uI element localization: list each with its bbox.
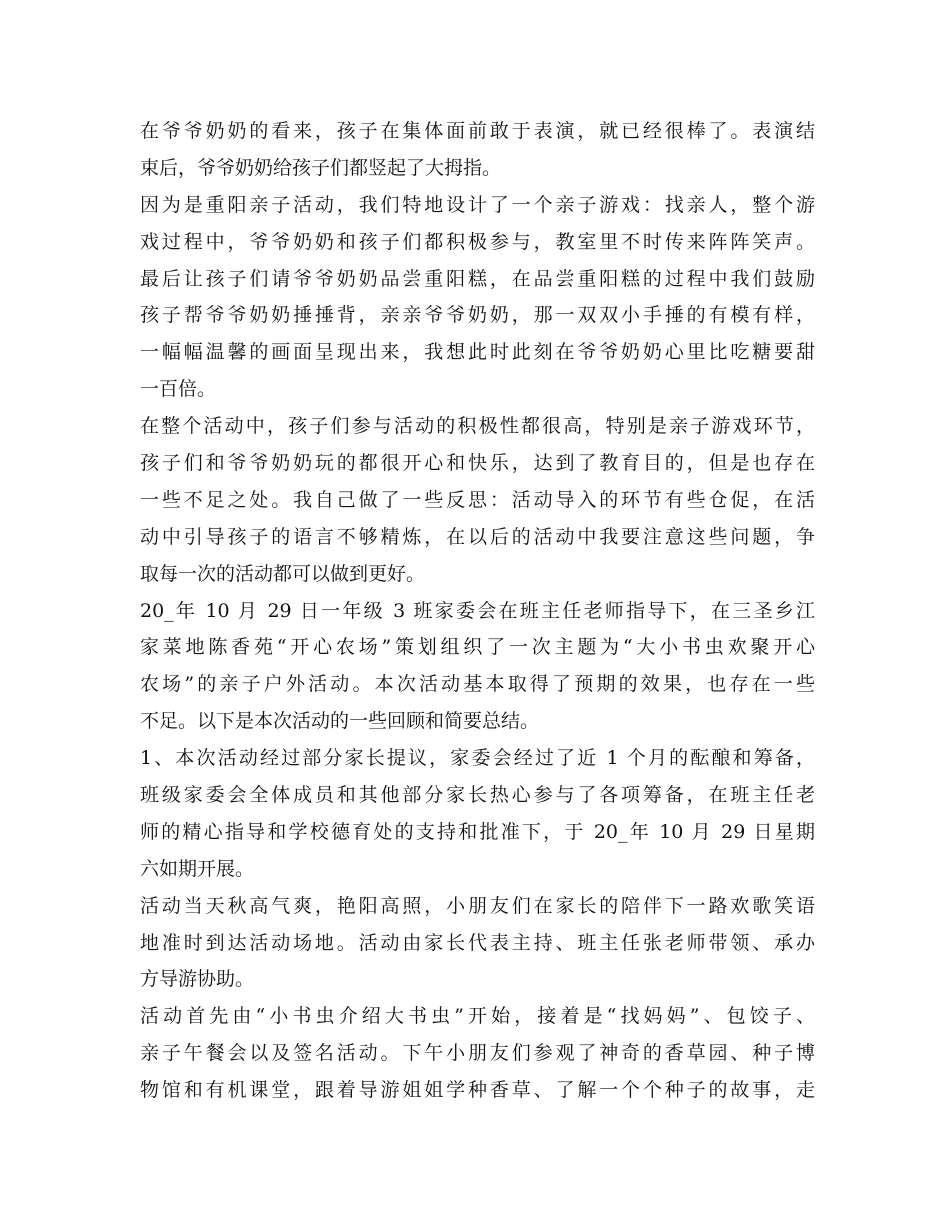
text-line: 地准时到达活动场地。活动由家长代表主持、班主任张老师带领、承办 xyxy=(140,931,815,954)
text-line: 1、本次活动经过部分家长提议，家委会经过了近 1 个月的酝酿和筹备， xyxy=(140,747,815,770)
text-line: 师的精心指导和学校德育处的支持和批准下，于 20_年 10 月 29 日星期 xyxy=(140,820,815,843)
text-line: 班级家委会全体成员和其他部分家长热心参与了各项筹备，在班主任老 xyxy=(140,784,815,807)
text-line: 物馆和有机课堂，跟着导游姐姐学种香草、了解一个个种子的故事，走 xyxy=(140,1079,815,1102)
text-line: 一百倍。 xyxy=(140,378,217,401)
text-line: 农场”的亲子户外活动。本次活动基本取得了预期的效果，也存在一些 xyxy=(140,673,815,696)
text-line: 活动首先由“小书虫介绍大书虫”开始，接着是“找妈妈”、包饺子、 xyxy=(140,1005,815,1028)
text-line: 动中引导孩子的语言不够精炼，在以后的活动中我要注意这些问题，争 xyxy=(140,525,815,548)
text-line: 孩子帮爷爷奶奶捶捶背，亲亲爷爷奶奶，那一双双小手捶的有模有样， xyxy=(140,304,815,327)
text-line: 最后让孩子们请爷爷奶奶品尝重阳糕，在品尝重阳糕的过程中我们鼓励 xyxy=(140,267,815,290)
document-body xyxy=(140,113,815,1109)
text-line: 家菜地陈香苑“开心农场”策划组织了一次主题为“大小书虫欢聚开心 xyxy=(140,636,815,659)
text-line: 戏过程中，爷爷奶奶和孩子们都积极参与，教室里不时传来阵阵笑声。 xyxy=(140,230,815,253)
text-line: 在爷爷奶奶的看来，孩子在集体面前敢于表演，就已经很棒了。表演结 xyxy=(140,120,815,142)
text-line: 取每一次的活动都可以做到更好。 xyxy=(140,562,426,585)
text-line: 六如期开展。 xyxy=(140,857,255,880)
text-line: 不足。以下是本次活动的一些回顾和简要总结。 xyxy=(140,710,540,733)
text-line: 方导游协助。 xyxy=(140,968,255,991)
text-line: 束后，爷爷奶奶给孩子们都竖起了大拇指。 xyxy=(140,156,502,179)
text-line: 20_年 10 月 29 日一年级 3 班家委会在班主任老师指导下，在三圣乡江 xyxy=(140,599,815,622)
text-line: 孩子们和爷爷奶奶玩的都很开心和快乐，达到了教育目的，但是也存在 xyxy=(140,452,815,475)
text-line: 活动当天秋高气爽，艳阳高照，小朋友们在家长的陪伴下一路欢歌笑语 xyxy=(140,894,815,917)
text-line: 在整个活动中，孩子们参与活动的积极性都很高，特别是亲子游戏环节， xyxy=(140,415,815,438)
text-line: 因为是重阳亲子活动，我们特地设计了一个亲子游戏：找亲人，整个游 xyxy=(140,193,815,216)
text-line: 一些不足之处。我自己做了一些反思：活动导入的环节有些仓促，在活 xyxy=(140,488,815,511)
text-line: 亲子午餐会以及签名活动。下午小朋友们参观了神奇的香草园、种子博 xyxy=(140,1042,815,1065)
text-line: 一幅幅温馨的画面呈现出来，我想此时此刻在爷爷奶奶心里比吃糖要甜 xyxy=(140,341,815,364)
